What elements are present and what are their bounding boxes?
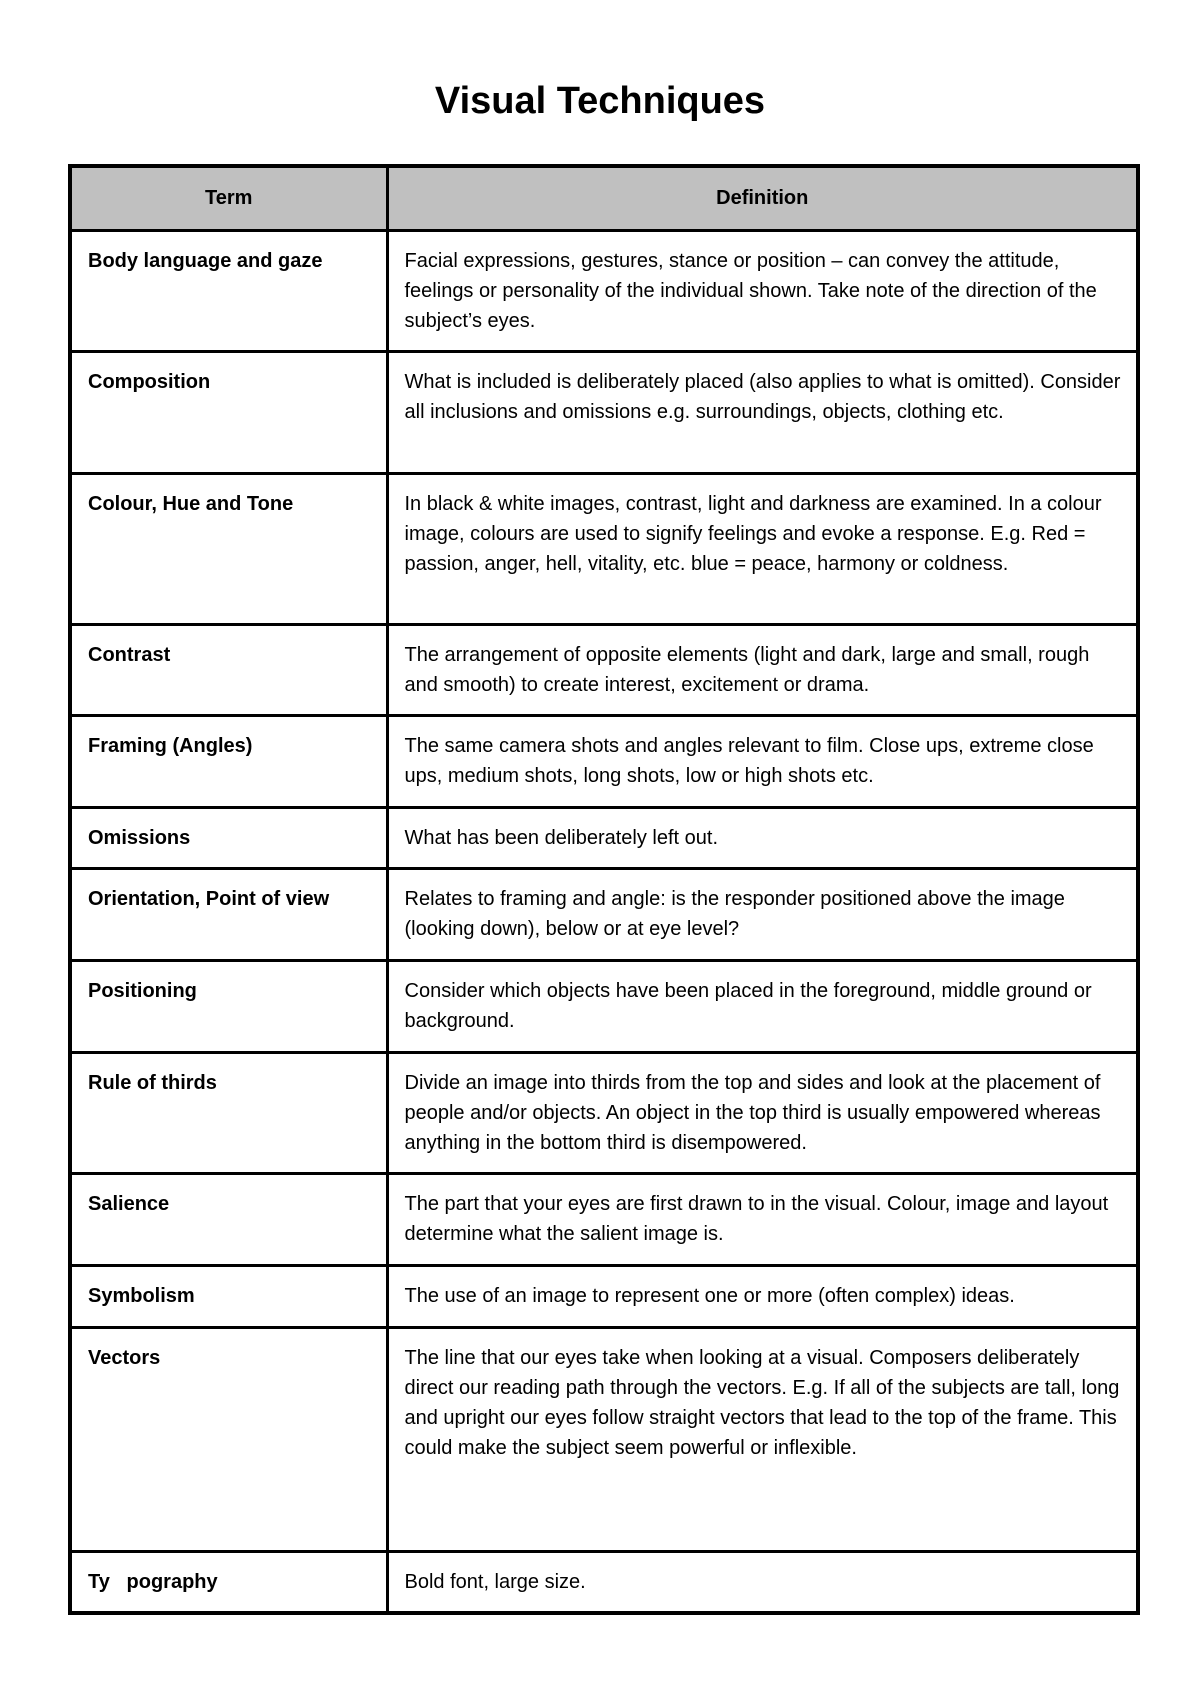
term-column-header: Term [70, 166, 387, 230]
table-row [70, 351, 1138, 473]
term-cell: Vectors [70, 1327, 387, 1551]
term-cell: Composition [70, 351, 387, 473]
term-cell: Framing (Angles) [70, 715, 387, 807]
definition-cell: Relates to framing and angle: is the responder positioned above the image (looking down), below or at eye level? [387, 868, 1138, 960]
definition-cell: The line that our eyes take when looking at a visual. Composers deliberately direct our reading path through the vectors. E.g. If all of the subjects are tall, long and upright our eyes follow straight vectors that lead to the top of the frame. This could make the subject seem powerful or inflexible. [387, 1327, 1138, 1551]
page-title: Visual Techniques [434, 80, 766, 122]
definition-cell: The arrangement of opposite elements (light and dark, large and small, rough and smooth) to create interest, excitement or drama. [387, 624, 1138, 715]
table-row [70, 715, 1138, 807]
definition-column-header: Definition [387, 166, 1138, 230]
term-cell: Ty pography [70, 1551, 387, 1613]
definition-cell: Bold font, large size. [387, 1551, 1138, 1613]
term-cell: Body language and gaze [70, 230, 387, 351]
definition-cell: The same camera shots and angles relevant to film. Close ups, extreme close ups, medium shots, long shots, low or high shots etc. [387, 715, 1138, 807]
definition-cell: Facial expressions, gestures, stance or position – can convey the attitude, feelings or personality of the individual shown. Take note of the direction of the subject’s eyes. [387, 230, 1138, 351]
table-row [70, 624, 1138, 715]
table-header-row [70, 166, 1138, 230]
table-row [70, 230, 1138, 351]
visual-techniques-table [68, 164, 1140, 1615]
term-cell: Omissions [70, 807, 387, 868]
term-cell: Rule of thirds [70, 1052, 387, 1173]
table-row [70, 1052, 1138, 1173]
term-cell: Colour, Hue and Tone [70, 473, 387, 624]
definition-cell: What is included is deliberately placed (also applies to what is omitted). Consider all inclusions and omissions e.g. surroundings, objects, clothing etc. [387, 351, 1138, 473]
table-row [70, 868, 1138, 960]
term-cell: Orientation, Point of view [70, 868, 387, 960]
term-cell: Symbolism [70, 1265, 387, 1327]
table-row [70, 473, 1138, 624]
table-row [70, 1173, 1138, 1265]
definition-cell: Divide an image into thirds from the top and sides and look at the placement of people and/or objects. An object in the top third is usually empowered whereas anything in the bottom third is disempowered. [387, 1052, 1138, 1173]
term-cell: Positioning [70, 960, 387, 1052]
table-row [70, 807, 1138, 868]
table-row [70, 960, 1138, 1052]
table-row [70, 1265, 1138, 1327]
term-cell: Salience [70, 1173, 387, 1265]
definition-cell: In black & white images, contrast, light and darkness are examined. In a colour image, colours are used to signify feelings and evoke a response. E.g. Red = passion, anger, hell, vitality, etc. blue = peace, harmony or coldness. [387, 473, 1138, 624]
term-cell: Contrast [70, 624, 387, 715]
definition-cell: Consider which objects have been placed in the foreground, middle ground or background. [387, 960, 1138, 1052]
definition-cell: What has been deliberately left out. [387, 807, 1138, 868]
definition-cell: The part that your eyes are first drawn to in the visual. Colour, image and layout determine what the salient image is. [387, 1173, 1138, 1265]
definition-cell: The use of an image to represent one or more (often complex) ideas. [387, 1265, 1138, 1327]
table-row [70, 1327, 1138, 1551]
table-row [70, 1551, 1138, 1613]
